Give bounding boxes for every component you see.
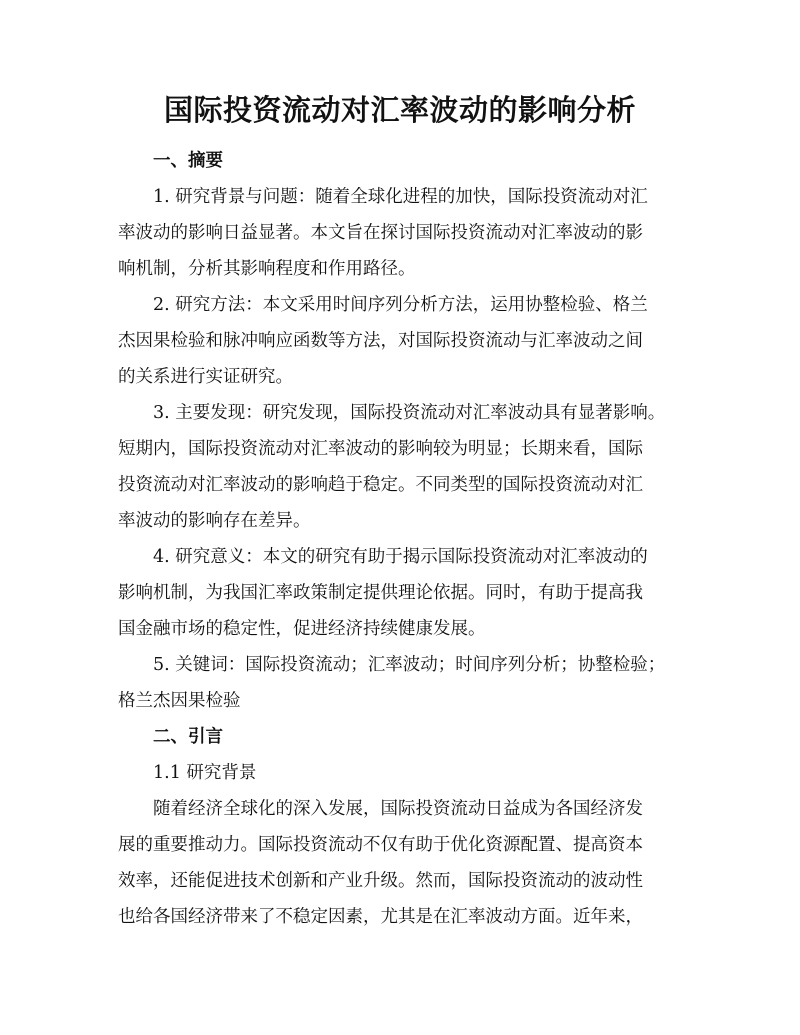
paragraph-line: 的关系进行实证研究。: [118, 367, 293, 387]
paragraph-line: 率波动的影响日益显著。本文旨在探讨国际投资流动对汇率波动的影: [118, 223, 643, 243]
paragraph-line: 效率，还能促进技术创新和产业升级。然而，国际投资流动的波动性: [118, 871, 643, 891]
paragraph-line: 率波动的影响存在差异。: [118, 511, 311, 531]
paragraph-line: 5. 关键词：国际投资流动；汇率波动；时间序列分析；协整检验；: [153, 655, 666, 675]
paragraph-line: 随着经济全球化的深入发展，国际投资流动日益成为各国经济发: [153, 799, 643, 819]
paragraph-line: 投资流动对汇率波动的影响趋于稳定。不同类型的国际投资流动对汇: [118, 475, 643, 495]
paragraph-line: 杰因果检验和脉冲响应函数等方法，对国际投资流动与汇率波动之间: [118, 331, 643, 351]
paragraph-line: 响机制，分析其影响程度和作用路径。: [118, 259, 416, 279]
document-title: 国际投资流动对汇率波动的影响分析: [163, 93, 636, 127]
paragraph-line: 国金融市场的稳定性，促进经济持续健康发展。: [118, 619, 486, 639]
paragraph-line: 2. 研究方法：本文采用时间序列分析方法，运用协整检验、格兰: [153, 295, 648, 315]
subsection-heading: 1.1 研究背景: [153, 763, 257, 783]
paragraph-line: 格兰杰因果检验: [118, 691, 241, 711]
paragraph-line: 也给各国经济带来了不稳定因素，尤其是在汇率波动方面。近年来，: [118, 907, 643, 927]
paragraph-line: 3. 主要发现：研究发现，国际投资流动对汇率波动具有显著影响。: [153, 403, 666, 423]
section-heading-introduction: 二、引言: [153, 727, 223, 747]
paragraph-line: 展的重要推动力。国际投资流动不仅有助于优化资源配置、提高资本: [118, 835, 643, 855]
paragraph-line: 短期内，国际投资流动对汇率波动的影响较为明显；长期来看，国际: [118, 439, 643, 459]
paragraph-line: 1. 研究背景与问题：随着全球化进程的加快，国际投资流动对汇: [153, 187, 648, 207]
section-heading-abstract: 一、摘要: [153, 151, 223, 171]
paragraph-line: 4. 研究意义：本文的研究有助于揭示国际投资流动对汇率波动的: [153, 547, 648, 567]
paragraph-line: 影响机制，为我国汇率政策制定提供理论依据。同时，有助于提高我: [118, 583, 643, 603]
